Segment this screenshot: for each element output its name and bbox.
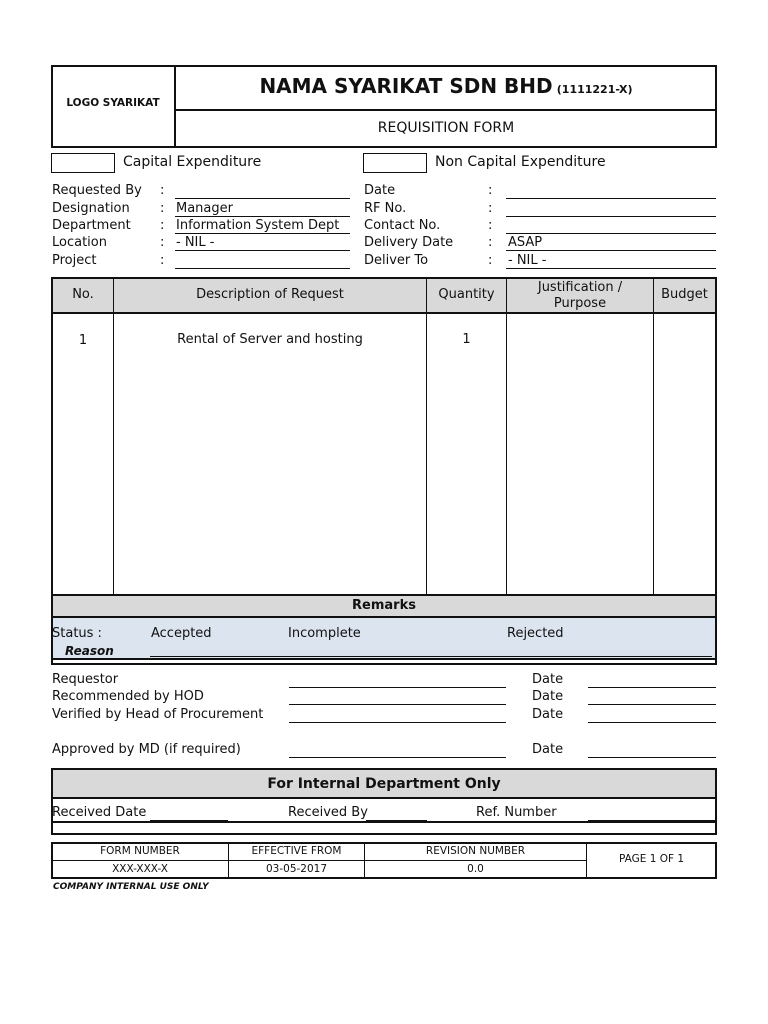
footer-row-divider xyxy=(52,860,586,861)
row-description: Rental of Server and hosting xyxy=(177,332,363,347)
deliver-to-value: - NIL - xyxy=(508,253,547,268)
department-label: Department xyxy=(52,218,131,233)
rf-no-label: RF No. xyxy=(364,201,407,216)
requestor-date-label: Date xyxy=(532,672,564,687)
location-value: - NIL - xyxy=(176,235,215,250)
company-title xyxy=(176,74,716,98)
project-label: Project xyxy=(52,253,97,268)
deliver-to-field[interactable] xyxy=(506,268,716,269)
location-label: Location xyxy=(52,235,107,250)
designation-field[interactable] xyxy=(175,216,350,217)
requestor-label: Requestor xyxy=(52,672,119,687)
request-table xyxy=(51,277,717,597)
header-no: No. xyxy=(72,287,94,302)
md-label: Approved by MD (if required) xyxy=(52,742,241,757)
remarks-bottom-border xyxy=(52,658,716,660)
colon: : xyxy=(488,235,493,250)
department-value: Information System Dept xyxy=(176,218,340,233)
header-quantity: Quantity xyxy=(438,287,495,302)
company-name: NAMA SYARIKAT SDN BHD xyxy=(259,74,553,98)
requested-by-label: Requested By xyxy=(52,183,142,198)
procurement-date-field[interactable] xyxy=(588,722,716,723)
requestor-signature-field[interactable] xyxy=(289,687,506,688)
row-quantity: 1 xyxy=(462,332,471,347)
colon: : xyxy=(488,201,493,216)
contact-no-field[interactable] xyxy=(506,233,716,234)
received-by-label: Received By xyxy=(288,805,368,820)
col-divider xyxy=(506,278,507,596)
header-purpose: Purpose xyxy=(553,296,607,311)
colon: : xyxy=(160,218,165,233)
reason-field[interactable] xyxy=(150,656,712,657)
received-date-label: Received Date xyxy=(52,805,147,820)
hod-label: Recommended by HOD xyxy=(52,689,204,704)
col-divider xyxy=(653,278,654,596)
location-field[interactable] xyxy=(175,250,350,251)
company-logo: LOGO SYARIKAT xyxy=(66,97,160,109)
table-header-border xyxy=(52,312,716,314)
header-budget: Budget xyxy=(661,287,708,302)
delivery-date-label: Delivery Date xyxy=(364,235,454,250)
colon: : xyxy=(160,253,165,268)
header-hdivider xyxy=(175,109,716,111)
col-divider xyxy=(426,278,427,596)
colon: : xyxy=(160,201,165,216)
colon: : xyxy=(488,183,493,198)
reason-label: Reason xyxy=(65,644,114,658)
requested-by-field[interactable] xyxy=(175,198,350,199)
md-signature-field[interactable] xyxy=(289,757,506,758)
internal-header-border xyxy=(52,797,716,799)
form-number-value: XXX-XXX-X xyxy=(112,863,168,875)
internal-title: For Internal Department Only xyxy=(267,776,501,792)
status-accepted[interactable]: Accepted xyxy=(151,626,212,641)
company-reg: (1111221-X) xyxy=(556,83,633,96)
colon: : xyxy=(488,218,493,233)
ref-number-field[interactable] xyxy=(588,820,716,821)
received-date-field[interactable] xyxy=(150,820,228,821)
non-capital-expenditure-checkbox[interactable] xyxy=(363,153,427,173)
header-description: Description of Request xyxy=(196,287,344,302)
capital-expenditure-checkbox[interactable] xyxy=(51,153,115,173)
hod-signature-field[interactable] xyxy=(289,704,506,705)
colon: : xyxy=(160,183,165,198)
status-label: Status : xyxy=(52,626,102,641)
date-field[interactable] xyxy=(506,198,716,199)
date-label: Date xyxy=(364,183,396,198)
colon: : xyxy=(160,235,165,250)
md-date-field[interactable] xyxy=(588,757,716,758)
designation-label: Designation xyxy=(52,201,130,216)
internal-bottom-border xyxy=(52,821,716,823)
row-no: 1 xyxy=(78,333,88,348)
requestor-date-field[interactable] xyxy=(588,687,716,688)
effective-from-label: EFFECTIVE FROM xyxy=(251,845,342,857)
col-divider xyxy=(113,278,114,596)
status-rejected[interactable]: Rejected xyxy=(507,626,564,641)
rf-no-field[interactable] xyxy=(506,216,716,217)
revision-number-value: 0.0 xyxy=(467,863,484,875)
procurement-date-label: Date xyxy=(532,707,564,722)
designation-value: Manager xyxy=(176,201,233,216)
procurement-signature-field[interactable] xyxy=(289,722,506,723)
delivery-date-value: ASAP xyxy=(508,235,543,250)
procurement-label: Verified by Head of Procurement xyxy=(52,707,264,722)
non-capital-expenditure-label: Non Capital Expenditure xyxy=(435,154,606,170)
form-number-label: FORM NUMBER xyxy=(100,845,180,857)
contact-no-label: Contact No. xyxy=(364,218,441,233)
remarks-title: Remarks xyxy=(352,598,416,613)
capital-expenditure-label: Capital Expenditure xyxy=(123,154,262,170)
hod-date-label: Date xyxy=(532,689,564,704)
department-field[interactable] xyxy=(175,233,350,234)
effective-from-value: 03-05-2017 xyxy=(265,863,328,875)
internal-use-note: COMPANY INTERNAL USE ONLY xyxy=(53,882,209,892)
md-date-label: Date xyxy=(532,742,564,757)
form-title: REQUISITION FORM xyxy=(377,120,515,136)
delivery-date-field[interactable] xyxy=(506,250,716,251)
revision-number-label: REVISION NUMBER xyxy=(425,845,526,857)
colon: : xyxy=(488,253,493,268)
header-justification: Justification / xyxy=(537,280,623,295)
status-incomplete[interactable]: Incomplete xyxy=(288,626,361,641)
project-field[interactable] xyxy=(175,268,350,269)
page-number: PAGE 1 OF 1 xyxy=(618,853,685,865)
received-by-field[interactable] xyxy=(366,820,427,821)
hod-date-field[interactable] xyxy=(588,704,716,705)
deliver-to-label: Deliver To xyxy=(364,253,429,268)
ref-number-label: Ref. Number xyxy=(476,805,557,820)
